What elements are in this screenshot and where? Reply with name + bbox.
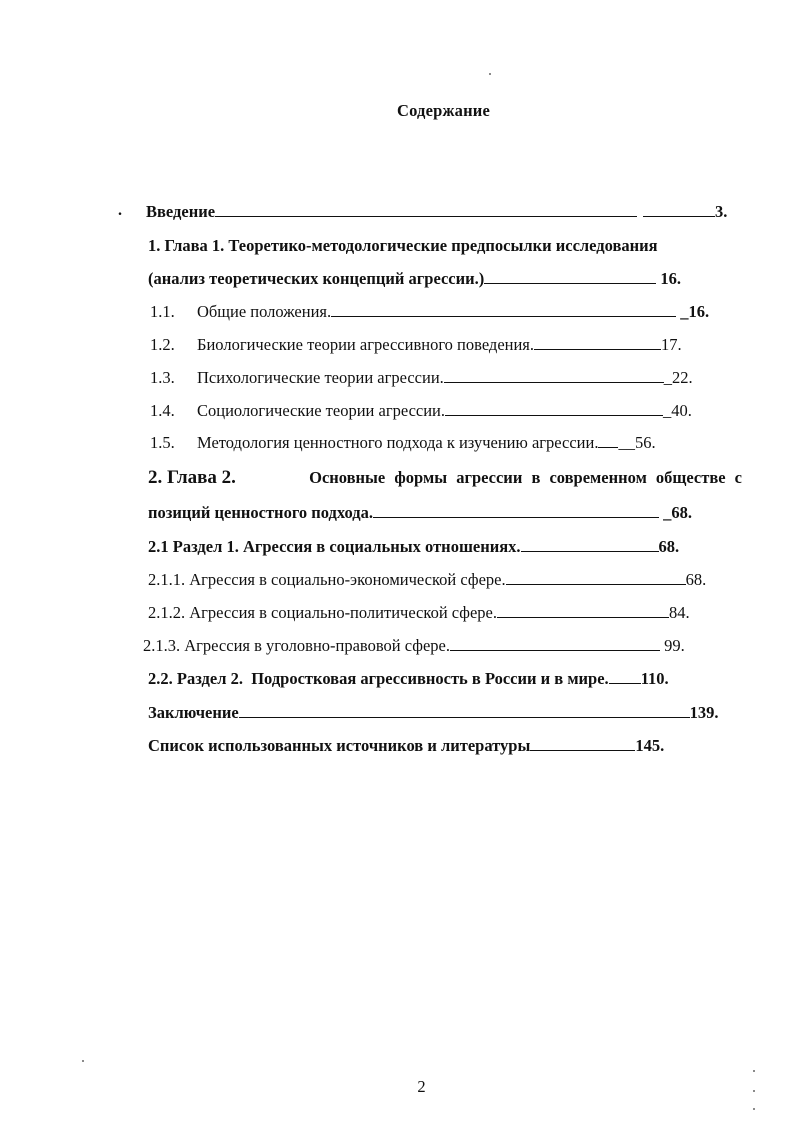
- toc-entry-1-4: 1.4. Социологические теории агрессии. _40.: [150, 401, 692, 420]
- toc-page: 139.: [689, 703, 719, 722]
- toc-page: 84.: [669, 603, 690, 622]
- leader-line: [409, 503, 659, 518]
- toc-page: _68.: [663, 503, 693, 522]
- toc-entry-2-1-2: 2.1.2. Агрессия в социально-политической сфере. 84.: [148, 603, 690, 622]
- leader-line: [521, 537, 659, 552]
- toc-page: _40.: [663, 401, 692, 420]
- toc-page: 3.: [715, 202, 728, 221]
- toc-page: _16.: [680, 302, 710, 321]
- leader-line: [373, 503, 409, 518]
- leader-line: [497, 603, 669, 618]
- toc-page: 68.: [658, 537, 680, 556]
- toc-page: 68.: [685, 570, 707, 589]
- toc-entry-1-2: 1.2. Биологические теории агрессивного поведения. 17.: [150, 335, 682, 354]
- toc-entry-chapter-1-cont: (анализ теоретических концепций агрессии.) 16.: [148, 269, 682, 288]
- leader-line: [609, 669, 641, 684]
- toc-page: _22.: [663, 368, 693, 387]
- page-title: Содержание: [396, 101, 491, 120]
- toc-entry-conclusion: Заключение 139.: [148, 703, 719, 722]
- toc-entry-chapter-2: 2. Глава 2. Основные формы агрессии в современном обществе с: [148, 467, 742, 488]
- toc-entry-chapter-2-cont: позиций ценностного подхода. _68.: [148, 503, 693, 522]
- leader-line: [506, 570, 686, 585]
- scan-speck: [82, 1060, 84, 1062]
- scan-speck: [753, 1090, 755, 1092]
- toc-entry-1-5: 1.5. Методология ценностного подхода к изучению агрессии. __56.: [150, 433, 656, 452]
- leader-line: [450, 636, 660, 651]
- leader-line: [530, 736, 635, 751]
- leader-line: [239, 703, 690, 718]
- toc-label: Введение: [146, 202, 216, 221]
- toc-entry-2-1: 2.1 Раздел 1. Агрессия в социальных отношениях. 68.: [148, 537, 680, 556]
- toc-page: 110.: [640, 669, 669, 688]
- list-bullet: .: [118, 202, 122, 219]
- scan-speck: [753, 1108, 755, 1110]
- leader-line: [215, 202, 637, 217]
- leader-line: [445, 401, 663, 416]
- toc-entry-2-1-1: 2.1.1. Агрессия в социально-экономической сфере. 68.: [148, 570, 707, 589]
- toc-entry-intro: [146, 202, 727, 222]
- toc-entry-1-1: 1.1. Общие положения. _16.: [150, 302, 710, 321]
- toc-entry-2-1-3: 2.1.3. Агрессия в уголовно-правовой сфере. 99.: [143, 636, 685, 655]
- toc-page: 16.: [660, 269, 682, 288]
- toc-entry-sources: Список использованных источников и литературы 145.: [148, 736, 665, 755]
- leader-line: [444, 368, 664, 383]
- leader-line: [534, 335, 661, 350]
- toc-page: 145.: [635, 736, 665, 755]
- toc-page: 17.: [661, 335, 682, 354]
- leader-line: [643, 202, 715, 217]
- leader-line: [598, 433, 618, 448]
- toc-page: 99.: [659, 636, 685, 655]
- toc-entry-chapter-1: 1. Глава 1. Теоретико-методологические предпосылки исследования: [148, 236, 658, 255]
- leader-line: [484, 269, 656, 284]
- toc-entry-2-2: 2.2. Раздел 2. Подростковая агрессивность в России и в мире. 110.: [148, 669, 669, 688]
- page-number: 2: [417, 1077, 426, 1096]
- scan-speck: [753, 1070, 755, 1072]
- scan-speck: [489, 73, 491, 75]
- toc-entry-1-3: 1.3. Психологические теории агрессии. _22.: [150, 368, 693, 387]
- toc-page: __56.: [618, 433, 656, 452]
- leader-line: [331, 302, 676, 317]
